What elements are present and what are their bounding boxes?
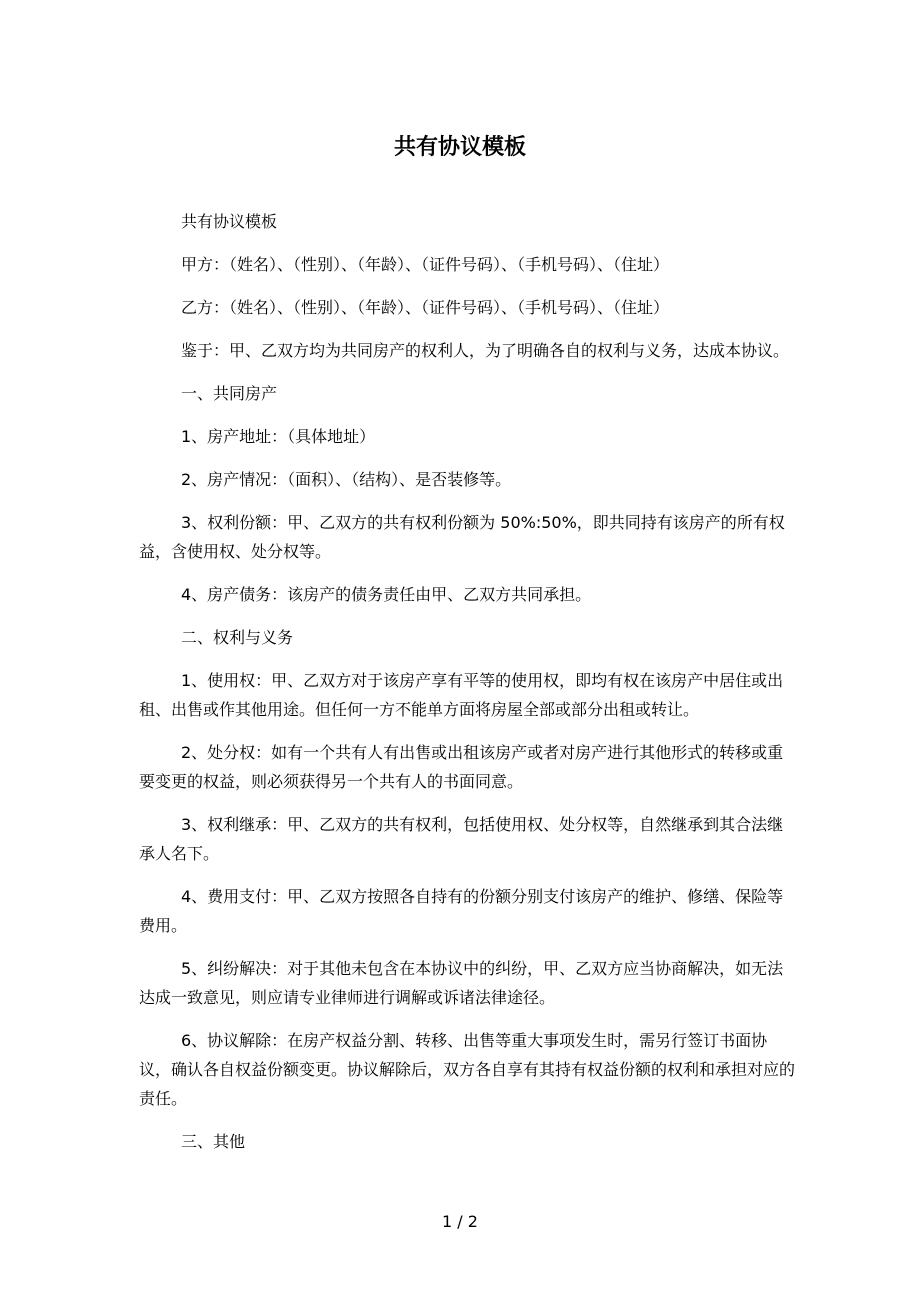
section-heading-property: 一、共同房产 (181, 384, 278, 403)
section-heading-rights: 二、权利与义务 (181, 628, 294, 647)
clause-property-condition: 2、房产情况：（面积）、（结构）、是否装修等。 (181, 470, 512, 489)
clause-use-right: 1、使用权：甲、乙双方对于该房产享有平等的使用权，即均有权在该房产中居住或出租、出售或作其他用途。但任何一方不能单方面将房屋全部或部分出租或转让。 (139, 671, 784, 719)
whereas-paragraph: 鉴于：甲、乙双方均为共同房产的权利人，为了明确各自的权利与义务，达成本协议。 (181, 341, 790, 360)
clause-property-debt: 4、房产债务：该房产的债务责任由甲、乙双方共同承担。 (181, 585, 592, 604)
clause-rights-share: 3、权利份额：甲、乙双方的共有权利份额为 50%:50%，即共同持有该房产的所有权益，含使用权、处分权等。 (139, 513, 785, 561)
clause-agreement-termination: 6、协议解除：在房产权益分割、转移、出售等重大事项发生时，需另行签订书面协议，确认各自权益份额变更。协议解除后，双方各自享有其持有权益份额的权利和承担对应的责任。 (139, 1031, 796, 1108)
document-body (139, 207, 799, 1170)
clause-inheritance: 3、权利继承：甲、乙双方的共有权利，包括使用权、处分权等，自然继承到其合法继承人名下。 (139, 815, 784, 863)
clause-disposal-right: 2、处分权：如有一个共有人有出售或出租该房产或者对房产进行其他形式的转移或重要变更的权益，则必须获得另一个共有人的书面同意。 (139, 743, 784, 791)
page-number: 1 / 2 (442, 1212, 478, 1231)
party-b-paragraph: 乙方：（姓名）、（性别）、（年龄）、（证件号码）、（手机号码）、（住址） (181, 298, 670, 317)
clause-expense-payment: 4、费用支付：甲、乙双方按照各自持有的份额分别支付该房产的维护、修缮、保险等费用。 (139, 887, 784, 935)
subtitle-paragraph: 共有协议模板 (181, 212, 278, 231)
clause-dispute-resolution: 5、纠纷解决：对于其他未包含在本协议中的纠纷，甲、乙双方应当协商解决，如无法达成一致意见，则应请专业律师进行调解或诉诸法律途径。 (139, 959, 784, 1007)
clause-property-address: 1、房产地址：（具体地址） (181, 427, 376, 446)
section-heading-other: 三、其他 (181, 1132, 246, 1151)
party-a-paragraph: 甲方：（姓名）、（性别）、（年龄）、（证件号码）、（手机号码）、（住址） (181, 255, 670, 274)
document-title: 共有协议模板 (393, 135, 526, 160)
